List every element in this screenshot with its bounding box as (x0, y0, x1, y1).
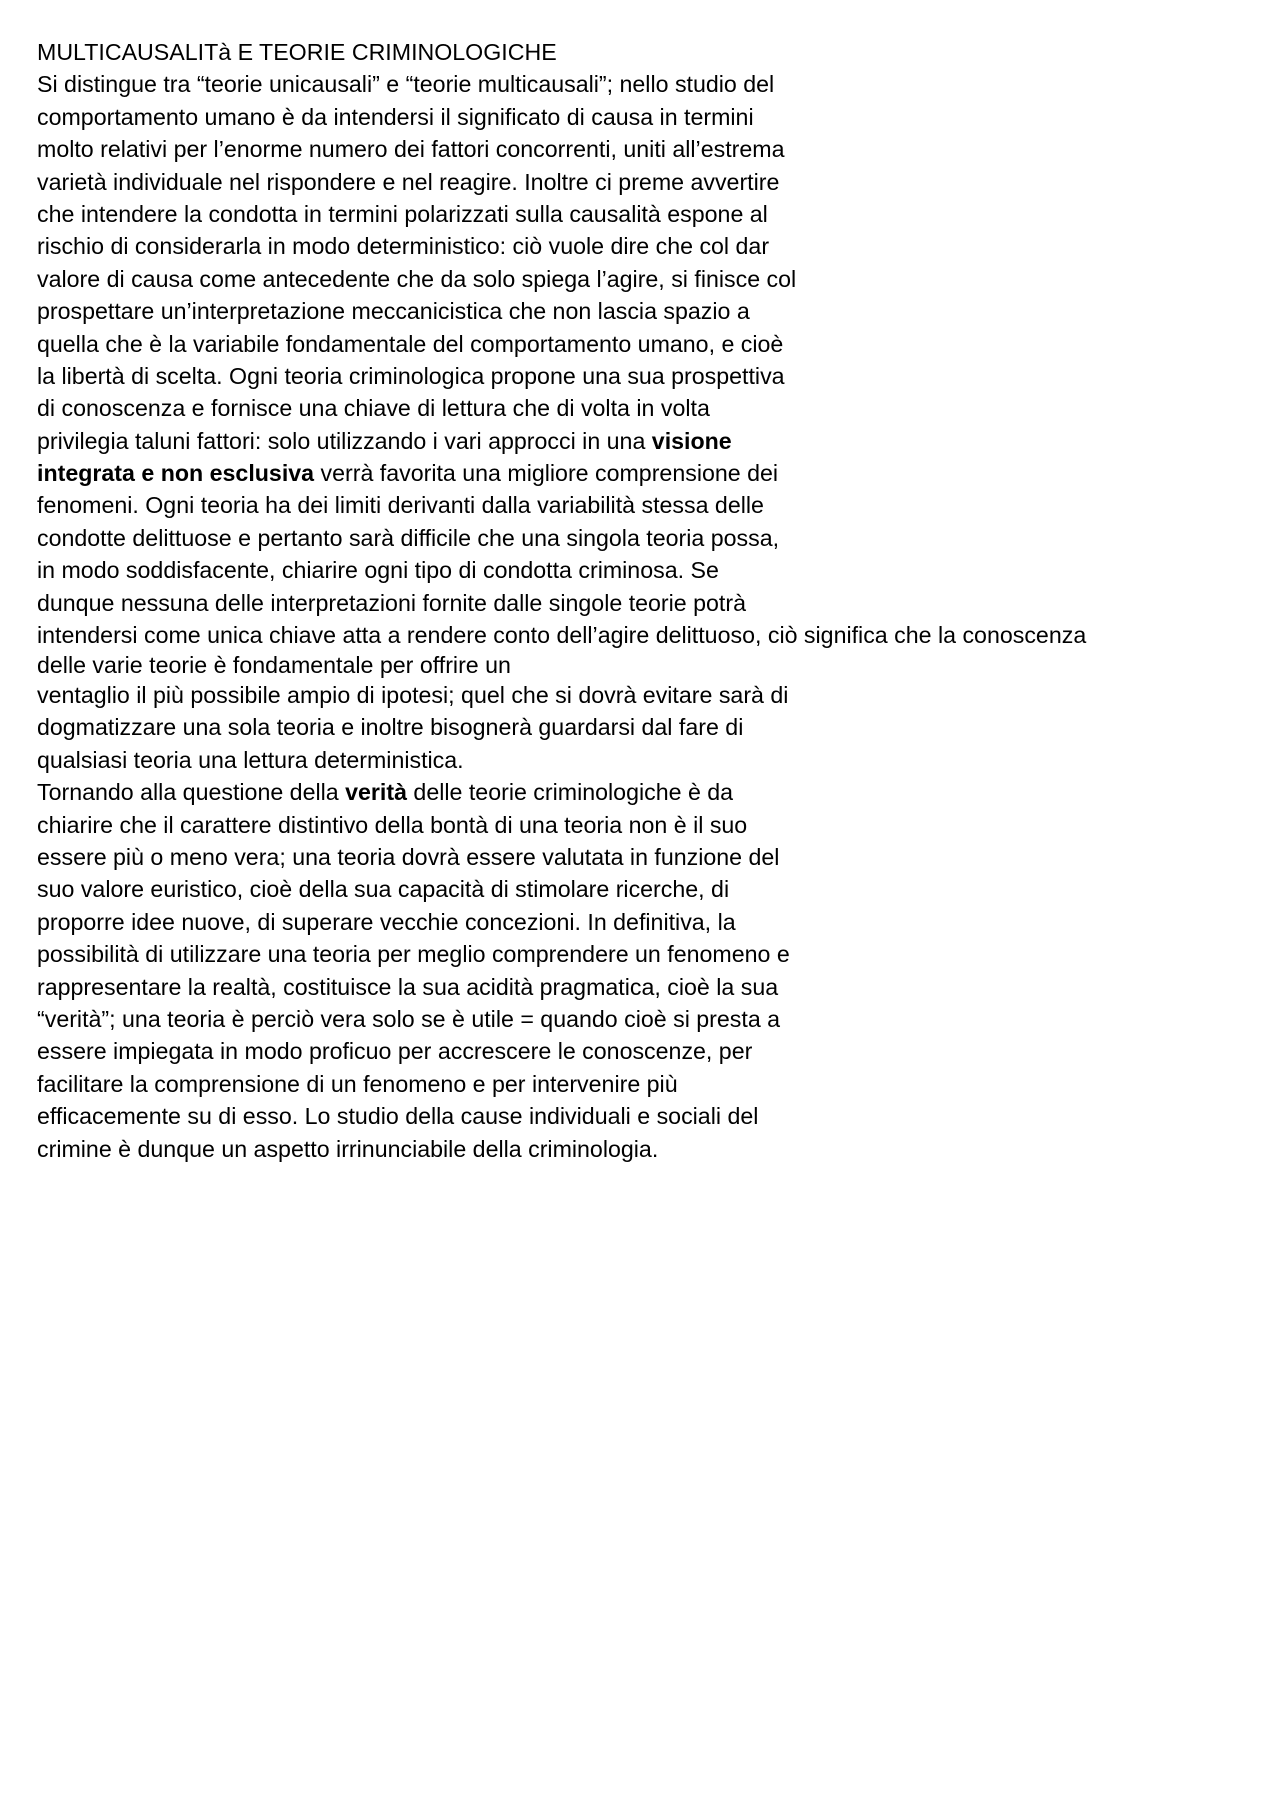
text-line: dunque nessuna delle interpretazioni fornite dalle singole teorie potrà (37, 589, 746, 616)
text-line (37, 776, 1267, 808)
text-segment: privilegia taluni fattori: solo utilizzando i vari approcci in una (37, 427, 652, 454)
text-line: facilitare la comprensione di un fenomeno e per intervenire più (37, 1070, 678, 1097)
text-line: crimine è dunque un aspetto irrinunciabile della criminologia. (37, 1135, 659, 1162)
text-line: suo valore euristico, cioè della sua capacità di stimolare ricerche, di (37, 876, 730, 903)
text-line: in modo soddisfacente, chiarire ogni tipo di condotta criminosa. Se (37, 557, 719, 584)
text-line: quella che è la variabile fondamentale del comportamento umano, e cioè (37, 330, 784, 357)
text-line: valore di causa come antecedente che da solo spiega l’agire, si finisce col (37, 265, 797, 292)
text-line (37, 425, 1267, 457)
text-line: molto relativi per l’enorme numero dei fattori concorrenti, uniti all’estrema (37, 136, 785, 163)
document-title: MULTICAUSALITà E TEORIE CRIMINOLOGICHE (37, 39, 557, 65)
text-line: dogmatizzare una sola teoria e inoltre bisognerà guardarsi dal fare di (37, 714, 744, 741)
document-body (37, 36, 1267, 1165)
text-line: varietà individuale nel rispondere e nel reagire. Inoltre ci preme avvertire (37, 168, 780, 195)
text-line: intendersi come unica chiave atta a rendere conto dell’agire delittuoso, ciò significa che la conoscenza (37, 622, 1087, 649)
text-line: prospettare un’interpretazione meccanicistica che non lascia spazio a (37, 298, 750, 325)
text-line: rischio di considerarla in modo deterministico: ciò vuole dire che col dar (37, 233, 770, 260)
text-line: efficacemente su di esso. Lo studio della cause individuali e sociali del (37, 1103, 759, 1130)
text-line: Si distingue tra “teorie unicausali” e “teorie multicausali”; nello studio del (37, 71, 775, 98)
text-line (37, 457, 1267, 489)
text-line: comportamento umano è da intendersi il significato di causa in termini (37, 103, 754, 130)
text-line: delle varie teorie è fondamentale per offrire un (37, 652, 511, 679)
text-line: rappresentare la realtà, costituisce la sua acidità pragmatica, cioè la sua (37, 973, 779, 1000)
text-segment: delle teorie criminologiche è da (406, 779, 734, 806)
text-line: che intendere la condotta in termini polarizzati sulla causalità espone al (37, 200, 768, 227)
text-segment: verrà favorita una migliore comprensione dei (314, 460, 779, 487)
text-line: la libertà di scelta. Ogni teoria criminologica propone una sua prospettiva (37, 362, 785, 389)
text-line: di conoscenza e fornisce una chiave di lettura che di volta in volta (37, 395, 710, 422)
text-line: essere più o meno vera; una teoria dovrà essere valutata in funzione del (37, 843, 780, 870)
text-line: qualsiasi teoria una lettura deterministica. (37, 746, 464, 773)
text-line: essere impiegata in modo proficuo per accrescere le conoscenze, per (37, 1038, 753, 1065)
text-line: “verità”; una teoria è perciò vera solo se è utile = quando cioè si presta a (37, 1005, 781, 1032)
bold-phrase: integrata e non esclusiva (37, 460, 315, 487)
text-line: ventaglio il più possibile ampio di ipotesi; quel che si dovrà evitare sarà di (37, 682, 789, 709)
bold-phrase: visione (651, 427, 732, 454)
text-line: condotte delittuose e pertanto sarà difficile che una singola teoria possa, (37, 524, 780, 551)
text-line: proporre idee nuove, di superare vecchie concezioni. In definitiva, la (37, 908, 736, 935)
text-line: chiarire che il carattere distintivo della bontà di una teoria non è il suo (37, 811, 748, 838)
text-segment: Tornando alla questione della (37, 779, 346, 806)
bold-phrase: verità (345, 779, 407, 806)
text-line: possibilità di utilizzare una teoria per meglio comprendere un fenomeno e (37, 941, 790, 968)
text-line: fenomeni. Ogni teoria ha dei limiti derivanti dalla variabilità stessa delle (37, 492, 764, 519)
